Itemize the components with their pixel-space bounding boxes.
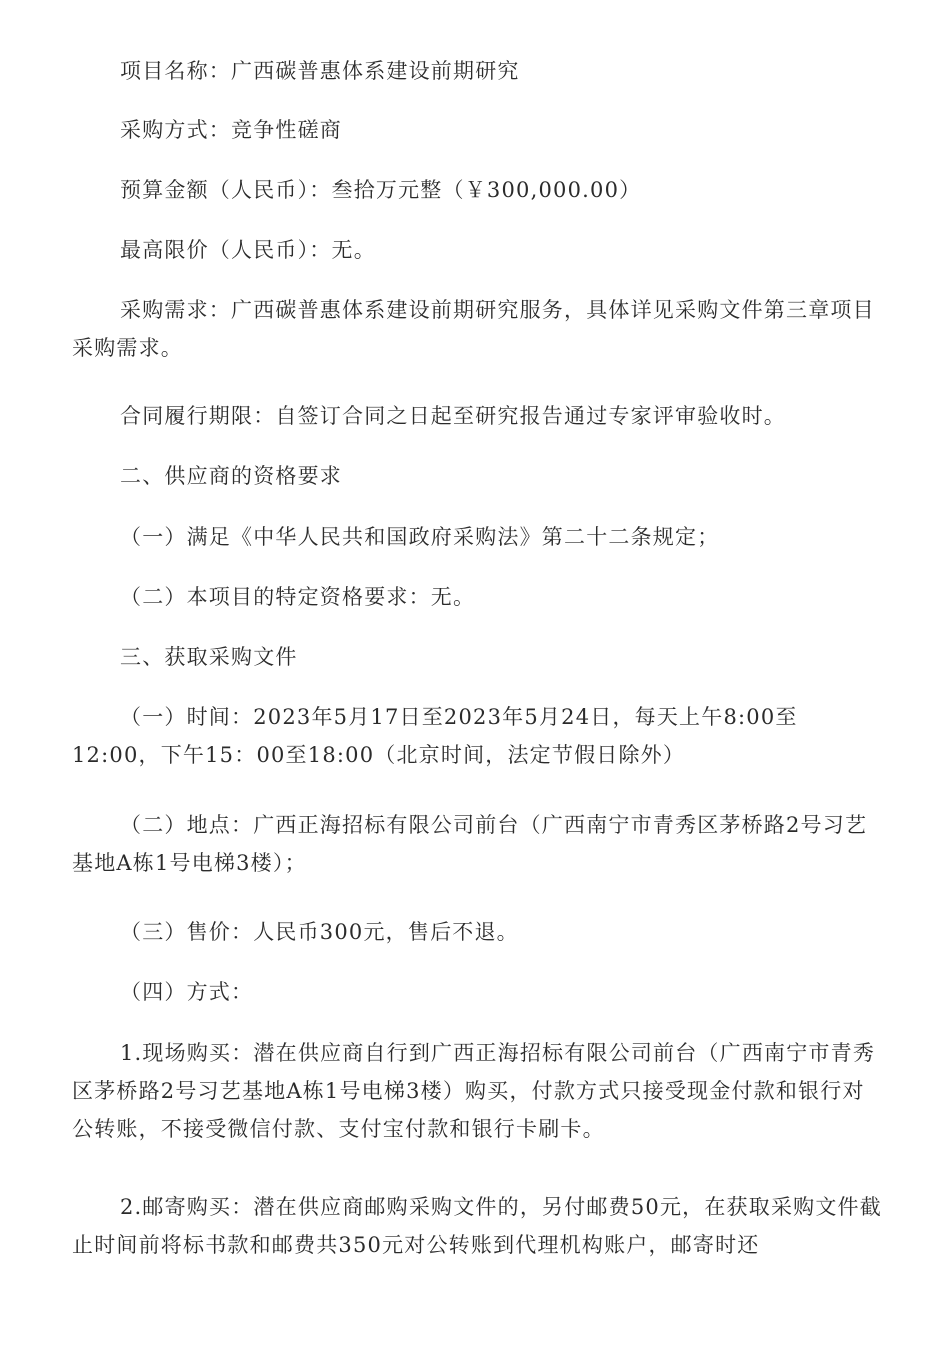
- obtain-location-paragraph: （二）地点：广西正海招标有限公司前台（广西南宁市青秀区茅桥路2号习艺基地A栋1号电梯3楼）；: [72, 813, 868, 875]
- project-name-line: 项目名称：广西碳普惠体系建设前期研究: [120, 59, 520, 83]
- mail-purchase-paragraph: 2.邮寄购买：潜在供应商邮购采购文件的，另付邮费50元，在获取采购文件截止时间前将标书款和邮费共350元对公转账到代理机构账户，邮寄时还: [72, 1195, 882, 1257]
- procurement-method-line: 采购方式：竞争性磋商: [120, 118, 342, 142]
- method-heading: （四）方式：: [120, 980, 254, 1004]
- qualification-item-2: （二）本项目的特定资格要求：无。: [120, 585, 476, 609]
- section-heading-supplier-qualification: 二、供应商的资格要求: [120, 464, 342, 488]
- contract-period-line: 合同履行期限：自签订合同之日起至研究报告通过专家评审验收时。: [120, 404, 786, 428]
- obtain-time-paragraph: （一）时间：2023年5月17日至2023年5月24日，每天上午8:00至12:00，下午15：00至18:00（北京时间，法定节假日除外）: [72, 705, 798, 767]
- price-line: （三）售价：人民币300元，售后不退。: [120, 920, 519, 944]
- max-price-line: 最高限价（人民币）：无。: [120, 238, 376, 262]
- qualification-item-1: （一）满足《中华人民共和国政府采购法》第二十二条规定；: [120, 525, 720, 549]
- budget-line: 预算金额（人民币）：叁拾万元整（￥300,000.00）: [120, 178, 642, 202]
- section-heading-obtain-documents: 三、获取采购文件: [120, 645, 298, 669]
- onsite-purchase-paragraph: 1.现场购买：潜在供应商自行到广西正海招标有限公司前台（广西南宁市青秀区茅桥路2号习艺基地A栋1号电梯3楼）购买，付款方式只接受现金付款和银行对公转账，不接受微信付款、支付宝付款和银行卡刷卡。: [72, 1041, 876, 1141]
- procurement-requirement-paragraph: 采购需求：广西碳普惠体系建设前期研究服务，具体详见采购文件第三章项目采购需求。: [72, 298, 875, 360]
